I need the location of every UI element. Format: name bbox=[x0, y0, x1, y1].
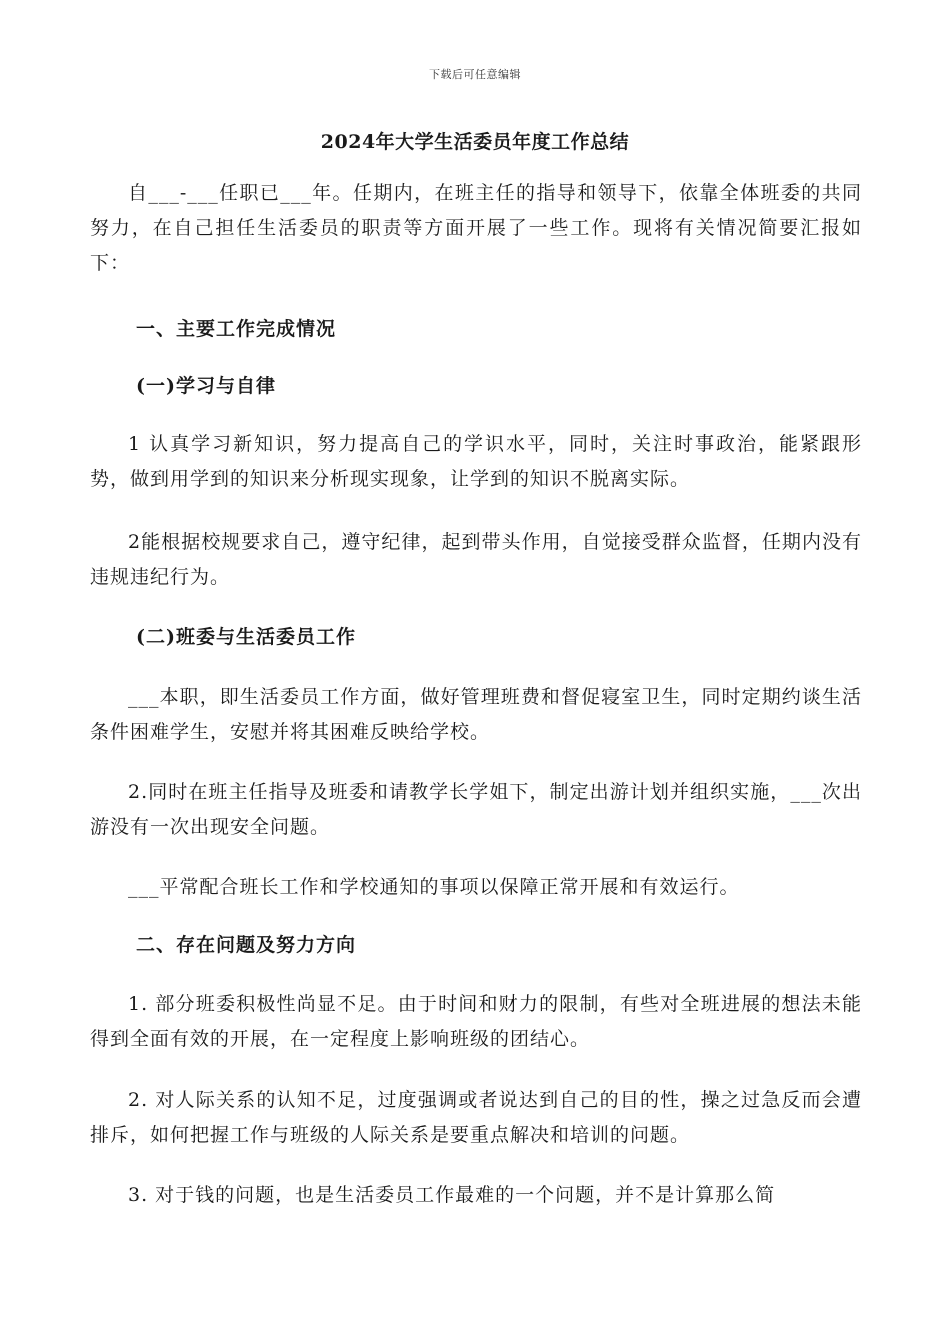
paragraph-committee-1: ___本职，即生活委员工作方面，做好管理班费和督促寝室卫生，同时定期约谈生活条件困难学生，安慰并将其困难反映给学校。 bbox=[90, 686, 862, 743]
section-heading-main-work: 一、主要工作完成情况 bbox=[136, 318, 337, 340]
header-watermark: 下载后可任意编辑 bbox=[429, 68, 521, 81]
subsection-heading-committee: (二)班委与生活委员工作 bbox=[136, 626, 356, 648]
subsection-heading-study: (一)学习与自律 bbox=[136, 375, 276, 397]
paragraph-study-1: 1 认真学习新知识，努力提高自己的学识水平，同时，关注时事政治，能紧跟形势，做到用学到的知识来分析现实现象，让学到的知识不脱离实际。 bbox=[90, 433, 862, 490]
intro-paragraph: 自___-___任职已___年。任期内，在班主任的指导和领导下，依靠全体班委的共同努力，在自己担任生活委员的职责等方面开展了一些工作。现将有关情况简要汇报如下： bbox=[90, 182, 862, 274]
paragraph-problems-3: 3. 对于钱的问题，也是生活委员工作最难的一个问题，并不是计算那么简 bbox=[128, 1184, 776, 1206]
paragraph-problems-2: 2. 对人际关系的认知不足，过度强调或者说达到自己的目的性，操之过急反而会遭排斥，如何把握工作与班级的人际关系是要重点解决和培训的问题。 bbox=[90, 1089, 862, 1146]
paragraph-problems-1: 1. 部分班委积极性尚显不足。由于时间和财力的限制，有些对全班进展的想法未能得到全面有效的开展，在一定程度上影响班级的团结心。 bbox=[90, 993, 862, 1050]
paragraph-committee-2: 2.同时在班主任指导及班委和请教学长学姐下，制定出游计划并组织实施，___次出游没有一次出现安全问题。 bbox=[90, 781, 862, 838]
document-title: 2024年大学生活委员年度工作总结 bbox=[320, 131, 630, 153]
section-heading-problems: 二、存在问题及努力方向 bbox=[136, 934, 357, 956]
paragraph-study-2: 2能根据校规要求自己，遵守纪律，起到带头作用，自觉接受群众监督，任期内没有违规违纪行为。 bbox=[90, 531, 862, 588]
paragraph-committee-3: ___平常配合班长工作和学校通知的事项以保障正常开展和有效运行。 bbox=[128, 876, 740, 898]
